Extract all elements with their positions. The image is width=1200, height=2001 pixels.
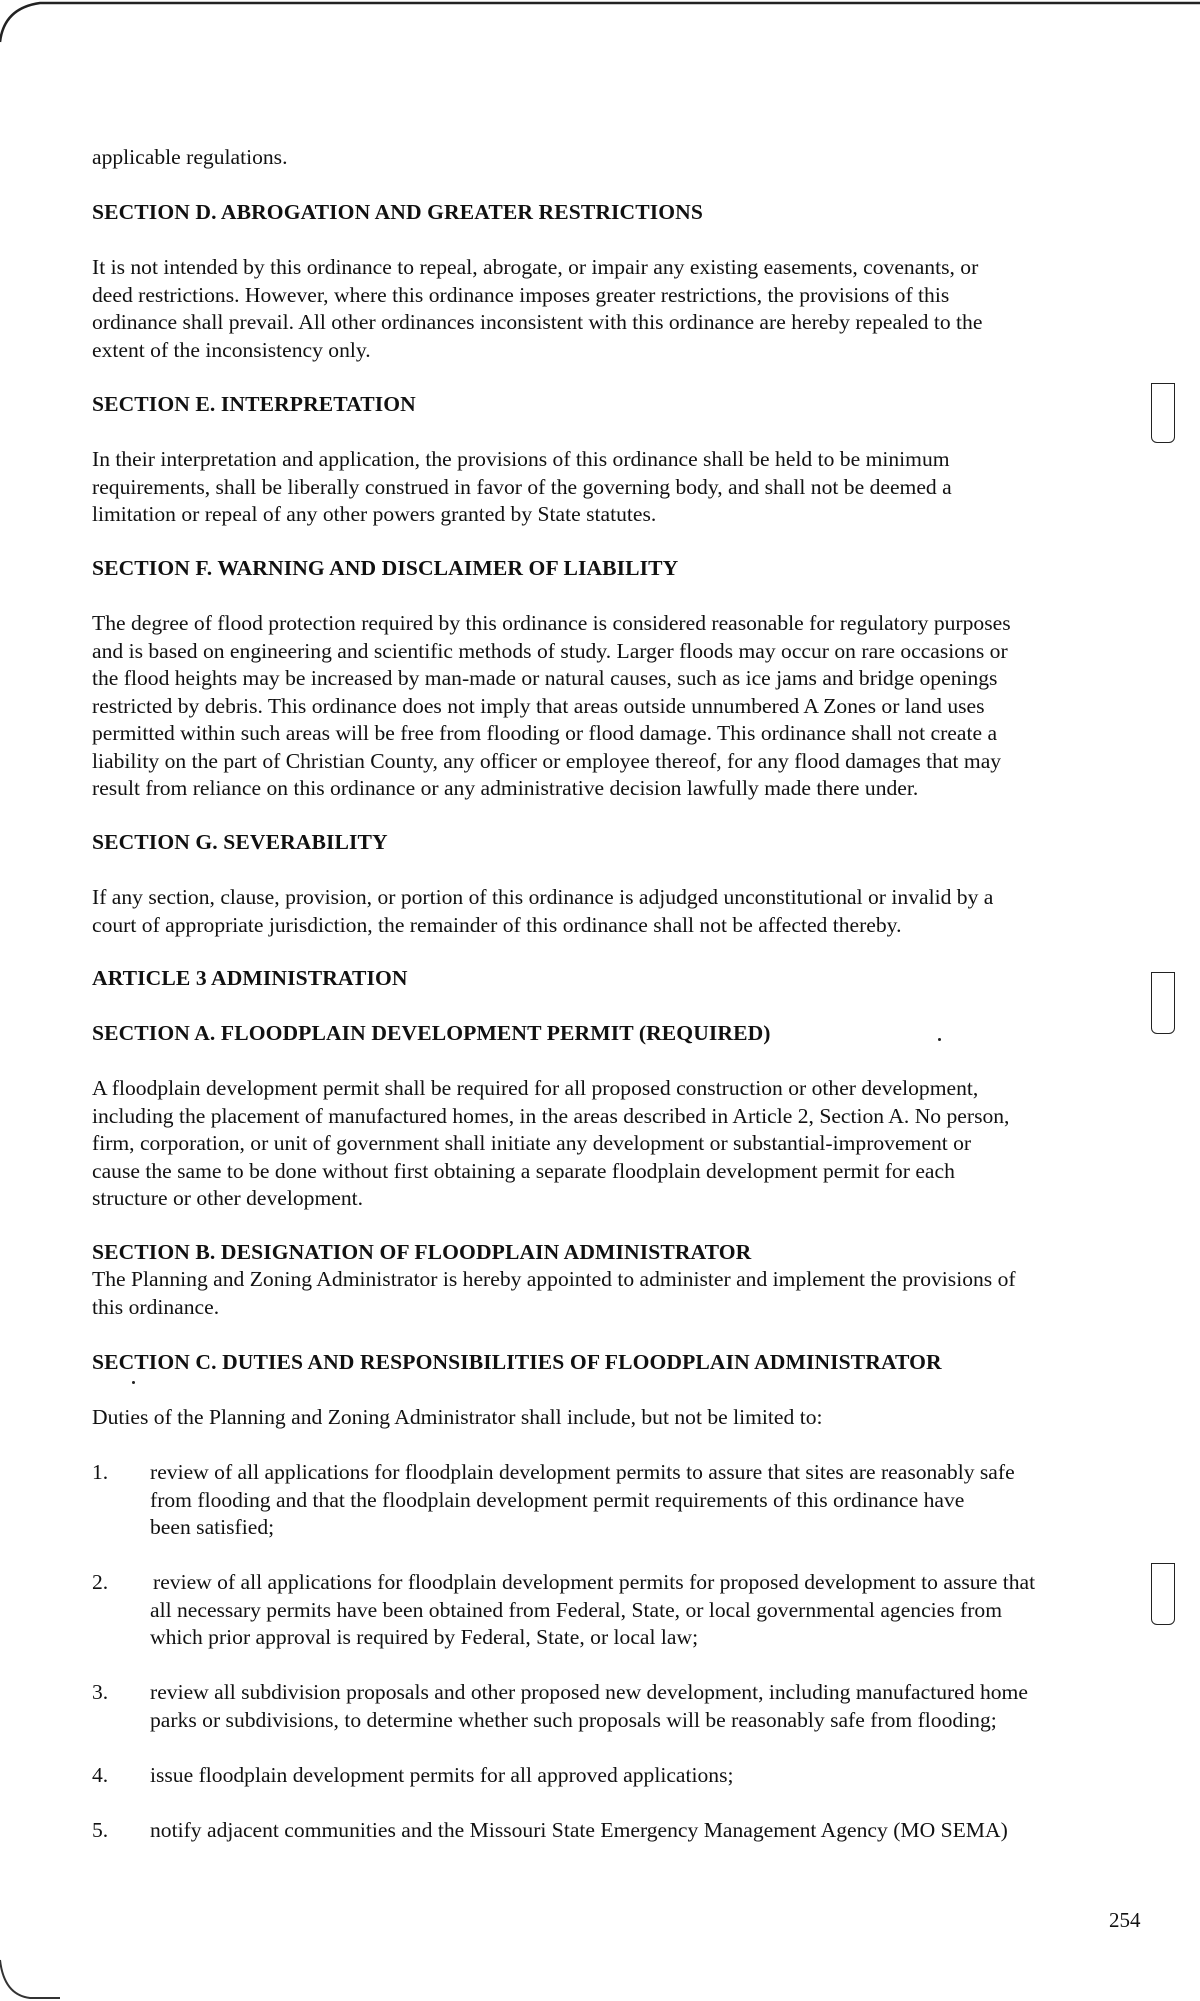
section-g-body <box>92 884 1132 939</box>
section-a-line: firm, corporation, or unit of government shall initiate any development or substantial-improvement or <box>92 1131 972 1155</box>
section-e-line: requirements, shall be liberally construed in favor of the governing body, and shall not be deemed a <box>92 474 952 499</box>
section-a-line: A floodplain development permit shall be required for all proposed construction or other development, <box>92 1076 979 1100</box>
duty-text <box>150 1762 1130 1790</box>
duty-line: review all subdivision proposals and other proposed new development, including manufactured home <box>150 1680 1028 1704</box>
section-c-intro: Duties of the Planning and Zoning Administrator shall include, but not be limited to: <box>92 1405 823 1429</box>
section-a-line: structure or other development. <box>92 1186 364 1210</box>
duty-line: notify adjacent communities and the Missouri State Emergency Management Agency (MO SEMA) <box>150 1818 1008 1842</box>
section-e-line: limitation or repeal of any other powers granted by State statutes. <box>92 502 657 526</box>
duty-line: issue floodplain development permits for all approved applications; <box>150 1763 734 1787</box>
page-number: 254 <box>1109 1908 1141 1932</box>
duty-number: 2. <box>92 1570 109 1594</box>
intro-line: applicable regulations. <box>92 145 288 169</box>
section-d-line: ordinance shall prevail. All other ordinances inconsistent with this ordinance are hereby repealed to the <box>92 310 983 334</box>
section-d-body <box>92 254 1132 364</box>
section-f-line: liability on the part of Christian County, any officer or employee thereof, for any flood damages that may <box>92 748 1002 773</box>
section-f-line: restricted by debris. This ordinance does not imply that areas outside unnumbered A Zones or land uses <box>92 693 985 718</box>
stray-scan-mark <box>132 1381 135 1384</box>
section-f-line: and is based on engineering and scientific methods of study. Larger floods may occur on rare occasions or <box>92 638 1008 663</box>
duty-line: parks or subdivisions, to determine whether such proposals will be reasonably safe from flooding; <box>150 1707 997 1732</box>
section-e-body <box>92 446 1132 529</box>
duty-text <box>150 1679 1130 1734</box>
section-g-line: If any section, clause, provision, or portion of this ordinance is adjudged unconstitutional or invalid by a <box>92 885 994 909</box>
section-d-line: deed restrictions. However, where this ordinance imposes greater restrictions, the provisions of this <box>92 282 950 307</box>
section-a-heading: SECTION A. FLOODPLAIN DEVELOPMENT PERMIT (REQUIRED) <box>92 1021 771 1045</box>
section-b-body <box>92 1266 1132 1321</box>
section-b-line: The Planning and Zoning Administrator is hereby appointed to administer and implement the provisions of <box>92 1267 1016 1291</box>
section-a-line: including the placement of manufactured homes, in the areas described in Article 2, Section A. No person, <box>92 1103 1010 1128</box>
margin-box-mark <box>1151 383 1175 443</box>
duty-line: review of all applications for floodplain development permits for proposed development to assure that <box>153 1570 1036 1594</box>
section-b-line: this ordinance. <box>92 1294 220 1319</box>
duty-text <box>150 1817 1130 1845</box>
section-f-line: the flood heights may be increased by man-made or natural causes, such as ice jams and bridge openings <box>92 666 998 690</box>
duty-number: 5. <box>92 1818 109 1842</box>
section-d-line: It is not intended by this ordinance to repeal, abrogate, or impair any existing easements, covenants, or <box>92 255 979 279</box>
duty-number: 3. <box>92 1680 109 1704</box>
duty-number: 1. <box>92 1460 109 1484</box>
section-f-body <box>92 610 1132 803</box>
section-f-line: permitted within such areas will be free from flooding or flood damage. This ordinance shall not create a <box>92 721 998 745</box>
section-g-line: court of appropriate jurisdiction, the remainder of this ordinance shall not be affected thereby. <box>92 912 902 937</box>
duty-line: been satisfied; <box>150 1515 275 1539</box>
section-e-heading: SECTION E. INTERPRETATION <box>92 392 416 416</box>
section-a-body <box>92 1075 1132 1213</box>
section-c-heading: SECTION C. DUTIES AND RESPONSIBILITIES OF FLOODPLAIN ADMINISTRATOR <box>92 1350 942 1374</box>
duty-text <box>150 1459 1130 1542</box>
article-3-heading: ARTICLE 3 ADMINISTRATION <box>92 966 408 990</box>
duty-number: 4. <box>92 1763 109 1787</box>
section-f-heading: SECTION F. WARNING AND DISCLAIMER OF LIABILITY <box>92 556 679 580</box>
duty-text <box>150 1569 1133 1652</box>
section-d-heading: SECTION D. ABROGATION AND GREATER RESTRICTIONS <box>92 200 703 224</box>
section-f-line: The degree of flood protection required by this ordinance is considered reasonable for regulatory purposes <box>92 611 1011 635</box>
margin-box-mark <box>1151 1563 1175 1625</box>
section-g-heading: SECTION G. SEVERABILITY <box>92 830 388 854</box>
duty-line: from flooding and that the floodplain development permit requirements of this ordinance have <box>150 1487 965 1512</box>
section-a-line: cause the same to be done without first obtaining a separate floodplain development permit for each <box>92 1158 955 1183</box>
section-d-line: extent of the inconsistency only. <box>92 337 371 362</box>
stray-scan-mark <box>938 1038 941 1041</box>
duty-line: review of all applications for floodplain development permits to assure that sites are reasonably safe <box>150 1460 1015 1484</box>
section-b-heading: SECTION B. DESIGNATION OF FLOODPLAIN ADMINISTRATOR <box>92 1240 752 1264</box>
section-f-line: result from reliance on this ordinance or any administrative decision lawfully made there under. <box>92 776 919 800</box>
duty-line: which prior approval is required by Federal, State, or local law; <box>150 1625 699 1649</box>
section-e-line: In their interpretation and application, the provisions of this ordinance shall be held to be minimum <box>92 447 950 471</box>
margin-box-mark <box>1151 972 1175 1034</box>
duty-line: all necessary permits have been obtained from Federal, State, or local governmental agencies from <box>150 1597 1003 1622</box>
